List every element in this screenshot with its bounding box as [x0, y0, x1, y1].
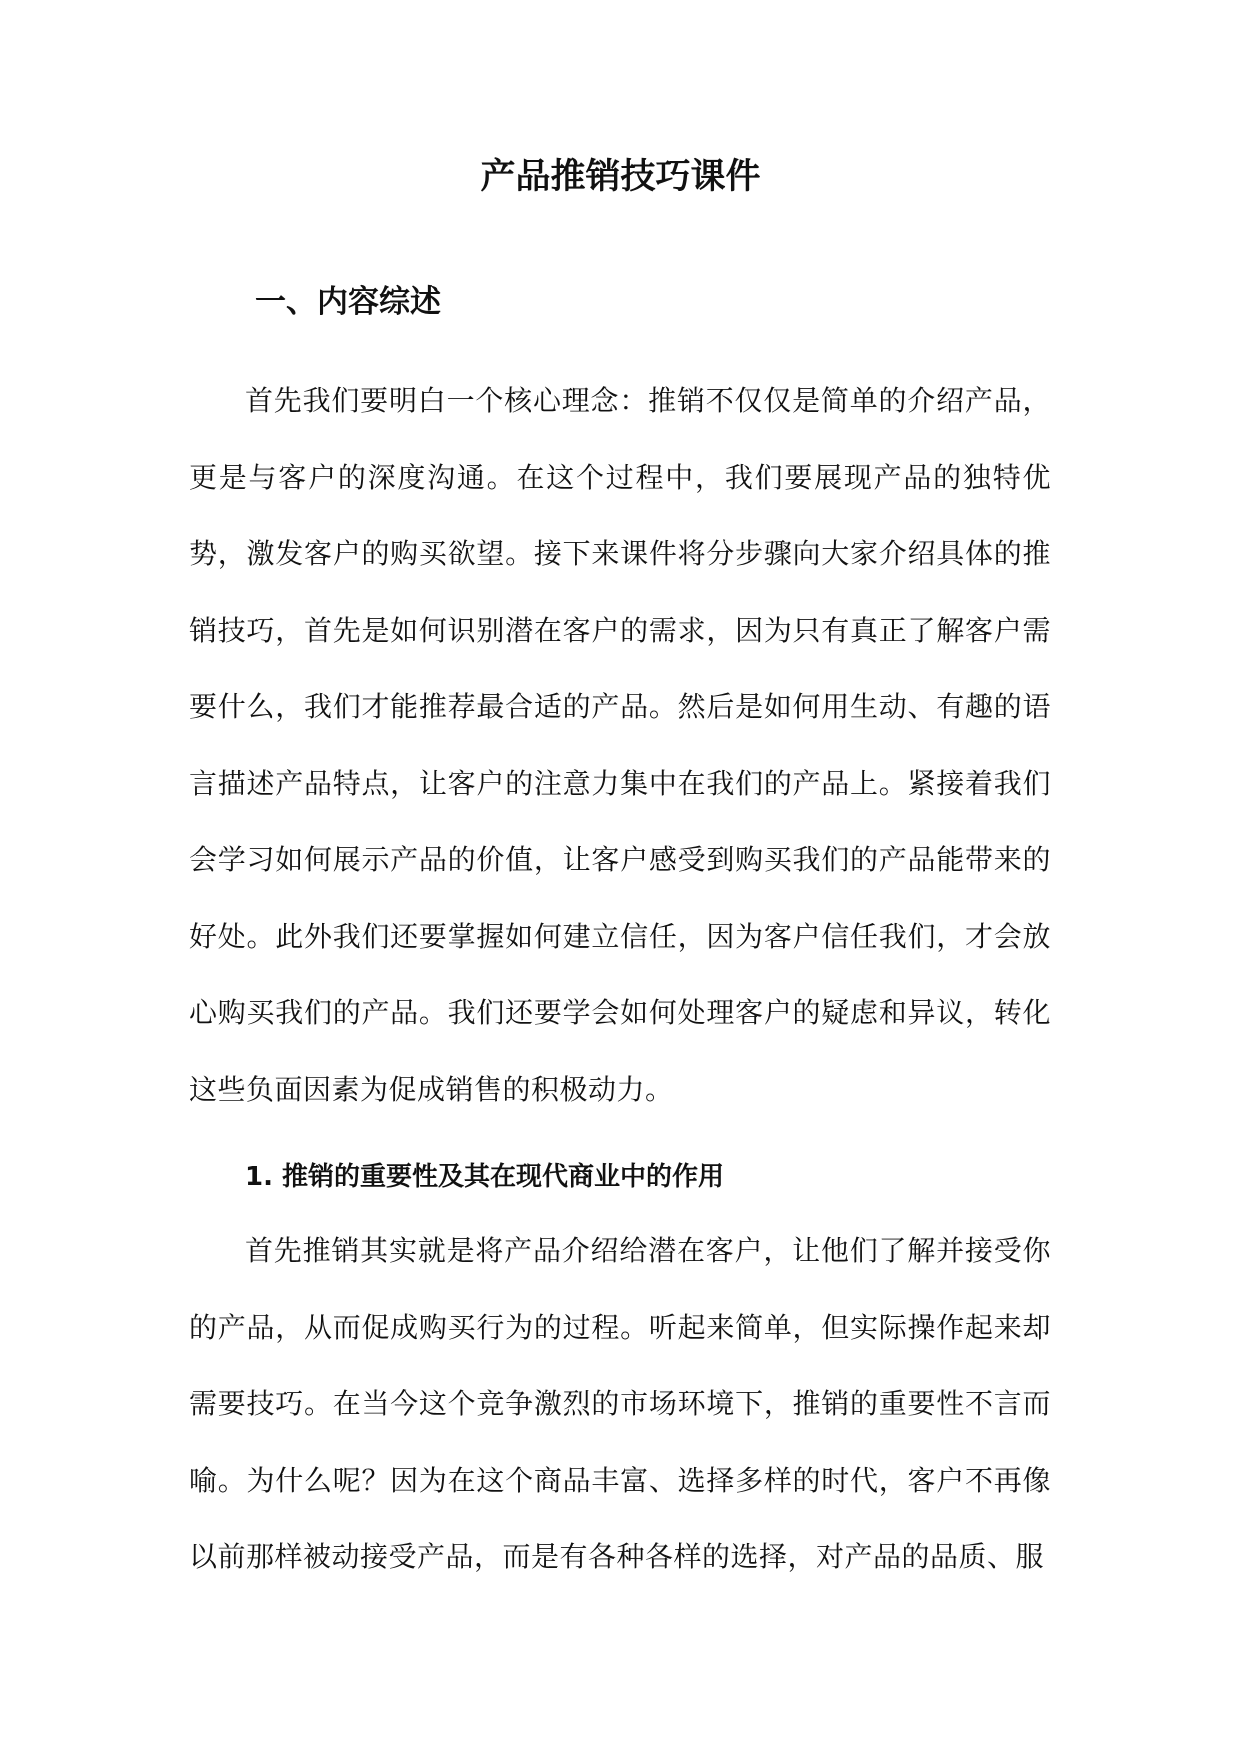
document-title: 产品推销技巧课件: [480, 157, 761, 197]
overview-paragraph: 首先我们要明白一个核心理念：推销不仅仅是简单的介绍产品，更是与客户的深度沟通。在这个过程中，我们要展现产品的独特优势，激发客户的购买欲望。接下来课件将分步骤向大家介绍具体的推销技巧，首先是如何识别潜在客户的需求，因为只有真正了解客户需要什么，我们才能推荐最合适的产品。然后是如何用生动、有趣的语言描述产品特点，让客户的注意力集中在我们的产品上。紧接着我们会学习如何展示产品的价值，让客户感受到购买我们的产品能带来的好处。此外我们还要掌握如何建立信任，因为客户信任我们，才会放心购买我们的产品。我们还要学会如何处理客户的疑虑和异议，转化这些负面因素为促成销售的积极动力。: [189, 384, 1051, 1106]
importance-paragraph: 首先推销其实就是将产品介绍给潜在客户，让他们了解并接受你的产品，从而促成购买行为的过程。听起来简单，但实际操作起来却需要技巧。在当今这个竞争激烈的市场环境下，推销的重要性不言而喻。为什么呢？因为在这个商品丰富、选择多样的时代，客户不再像以前那样被动接受产品，而是有各种各样的选择，对产品的品质、服: [189, 1234, 1051, 1573]
subsection-heading-importance: 1. 推销的重要性及其在现代商业中的作用: [245, 1162, 725, 1192]
section-heading-overview: 一、内容综述: [255, 284, 441, 320]
